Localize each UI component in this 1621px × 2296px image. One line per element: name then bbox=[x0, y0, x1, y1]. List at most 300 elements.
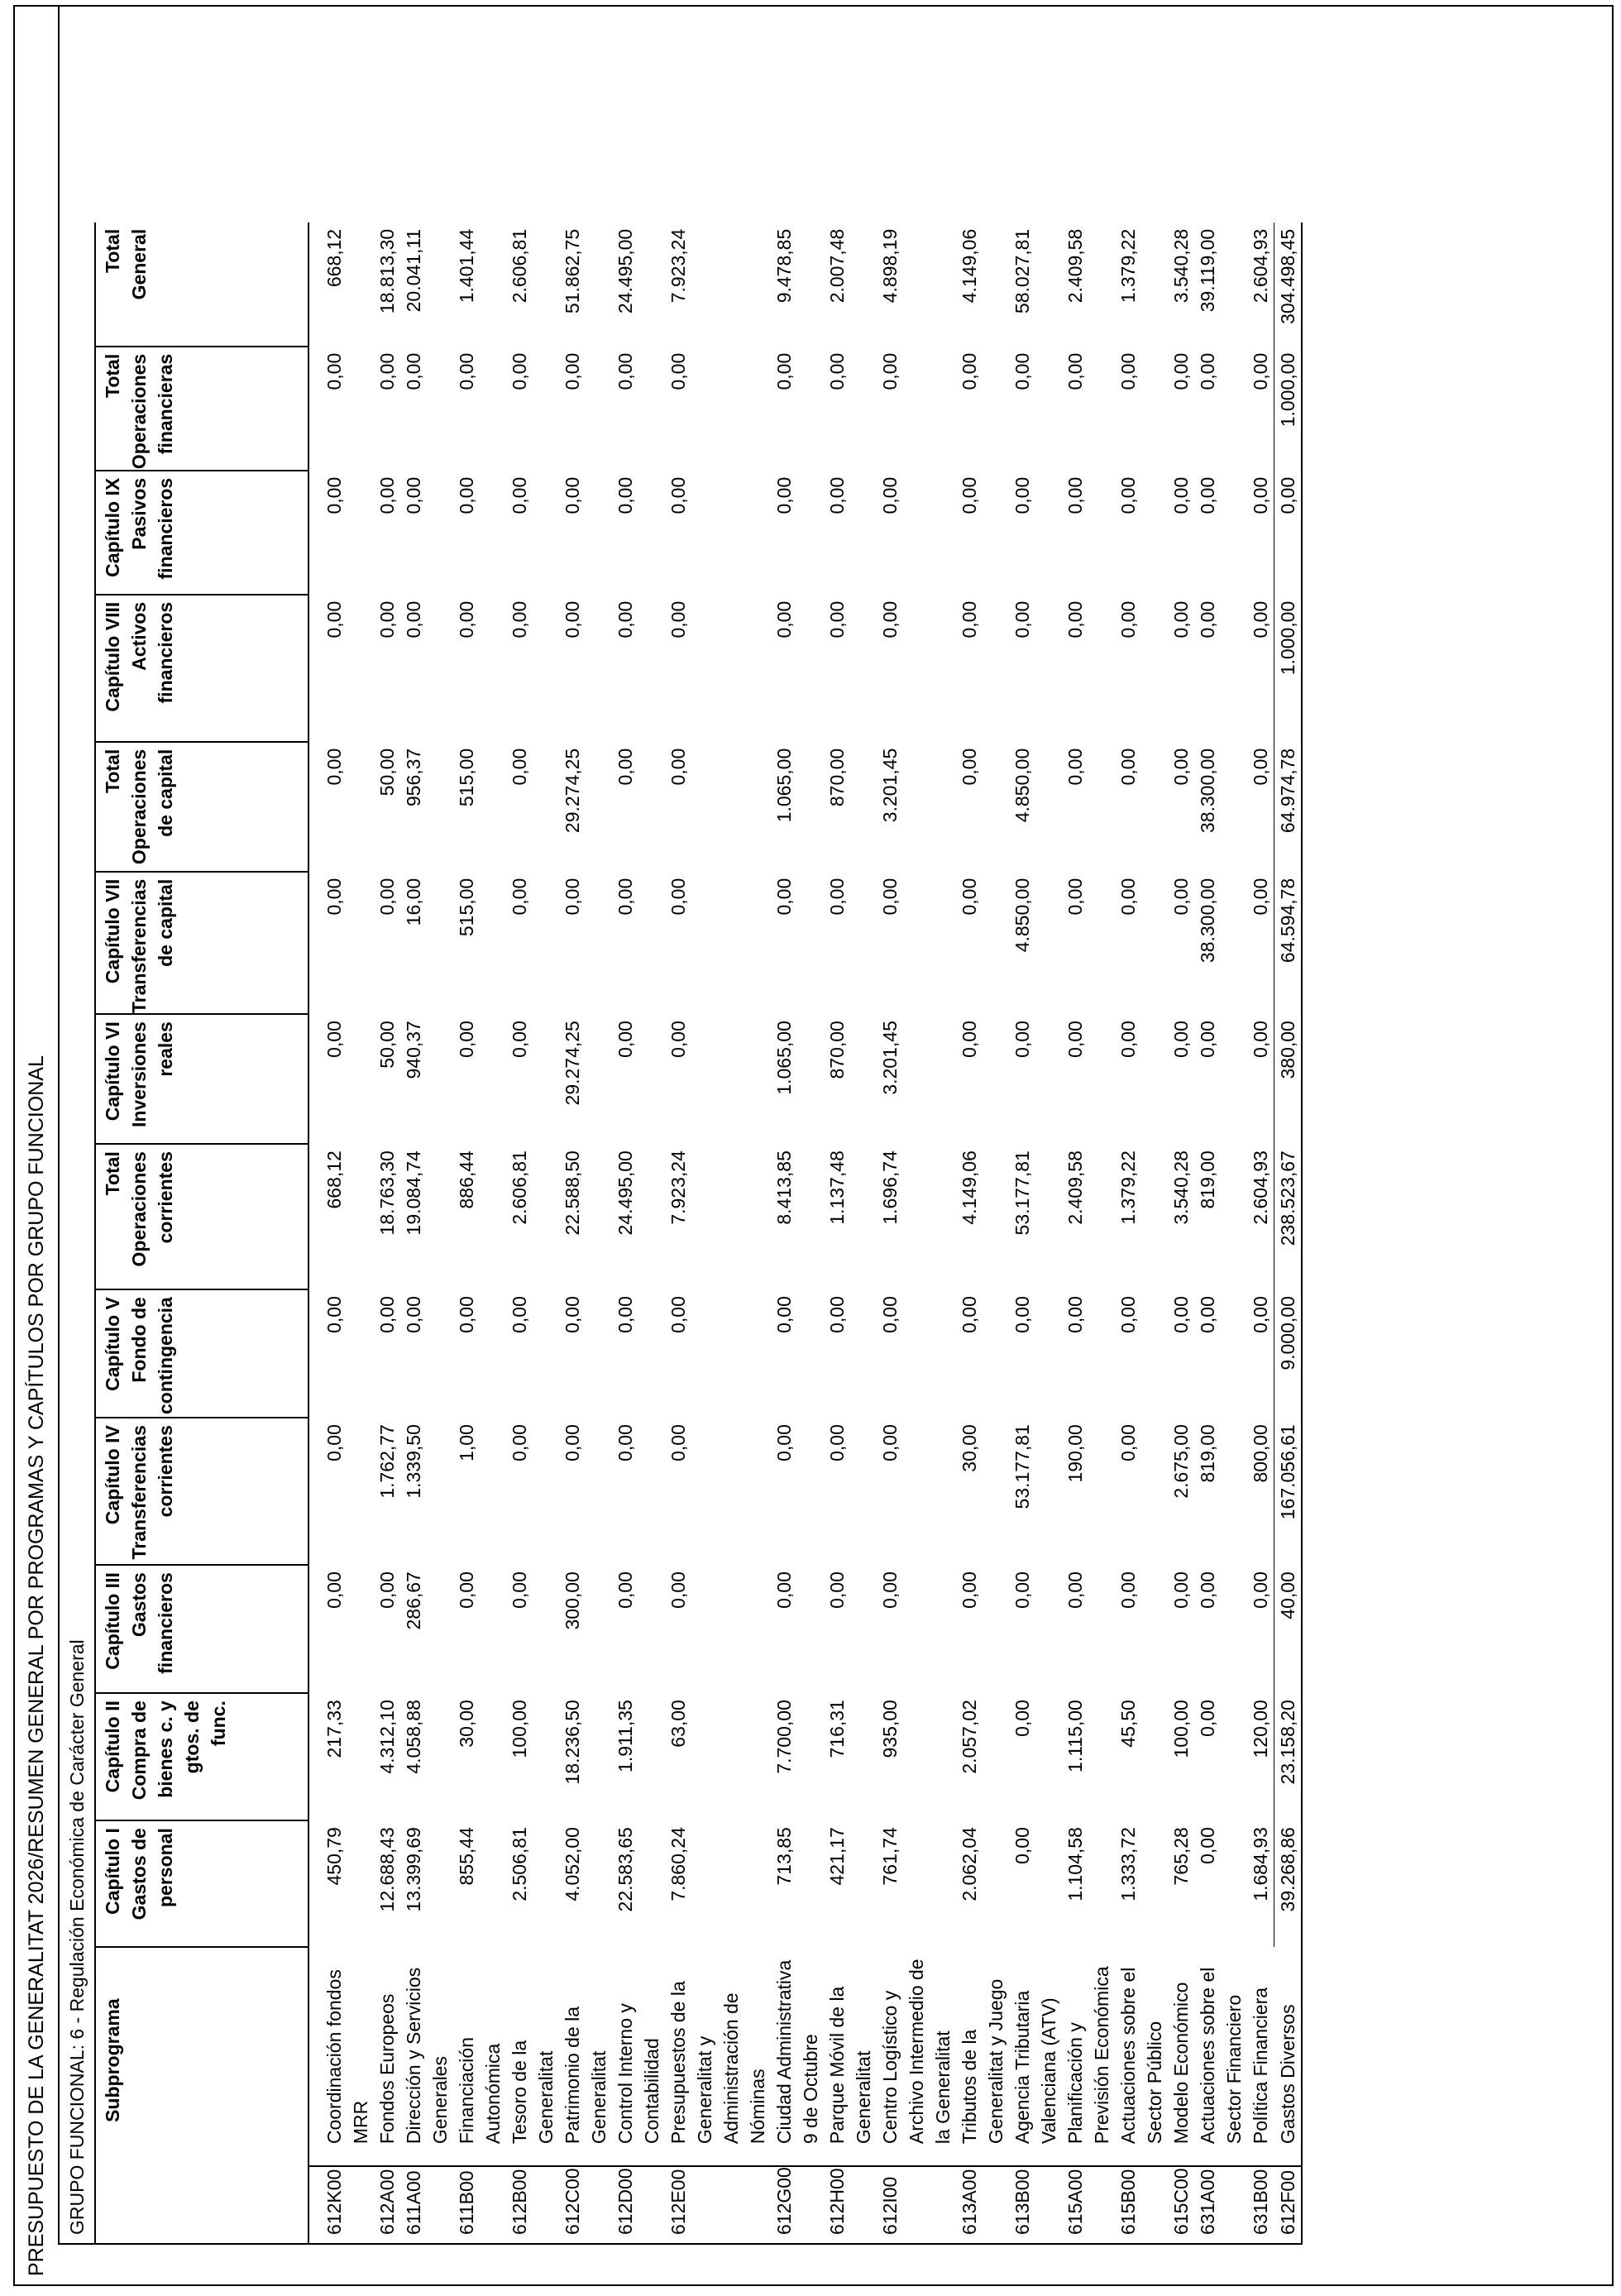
cell-subprograma: Financiación Autonómica bbox=[456, 2037, 504, 2145]
cell-c8: 1.000,00 bbox=[1274, 595, 1303, 742]
cell-tcorr: 18.763,30 bbox=[376, 1150, 398, 1236]
cell-c1: 765,28 bbox=[1170, 1827, 1192, 1886]
cell-subprograma: Tributos de la Generalitat y Juego bbox=[959, 1978, 1007, 2145]
cell-tcap: 1.065,00 bbox=[773, 748, 795, 823]
cell-tcap: 64.974,78 bbox=[1274, 742, 1303, 872]
cell-c6: 0,00 bbox=[1064, 1021, 1086, 1058]
cell-c8: 0,00 bbox=[1170, 600, 1192, 639]
cell-total: 4.149,06 bbox=[959, 228, 980, 304]
cell-c3: 0,00 bbox=[667, 1571, 689, 1609]
cell-c4: 190,00 bbox=[1064, 1424, 1086, 1483]
cell-c4: 53.177,81 bbox=[1011, 1424, 1033, 1509]
cell-c8: 0,00 bbox=[1064, 600, 1086, 639]
cell-subprograma: Dirección y Servicios Generales bbox=[403, 1967, 451, 2145]
cell-c9: 0,00 bbox=[667, 476, 689, 514]
cell-tcorr: 2.606,81 bbox=[509, 1150, 530, 1225]
cell-c9: 0,00 bbox=[773, 476, 795, 514]
cell-c8: 0,00 bbox=[1197, 600, 1218, 639]
cell-c7: 4.850,00 bbox=[1011, 878, 1033, 953]
cell-c5: 0,00 bbox=[456, 1296, 477, 1333]
cell-c8: 0,00 bbox=[562, 600, 583, 639]
cell-c8: 0,00 bbox=[509, 600, 530, 639]
cell-c5: 0,00 bbox=[403, 1296, 424, 1333]
cell-tcorr: 2.409,58 bbox=[1064, 1150, 1086, 1225]
cell-tfin: 0,00 bbox=[614, 352, 636, 390]
cell-c9: 0,00 bbox=[509, 476, 530, 514]
cell-c4: 0,00 bbox=[509, 1424, 530, 1461]
cell-tfin: 0,00 bbox=[1011, 352, 1033, 390]
cell-subprograma: Coordinación fondos MRR bbox=[308, 1947, 374, 2166]
cell-c2: 2.057,02 bbox=[959, 1700, 980, 1774]
cell-c9: 0,00 bbox=[614, 476, 636, 514]
cell-tcorr: 24.495,00 bbox=[614, 1150, 636, 1236]
cell-c3: 300,00 bbox=[562, 1571, 583, 1630]
cell-c5: 0,00 bbox=[1117, 1296, 1139, 1333]
table-row bbox=[1168, 222, 1194, 2244]
cell-c2: 1.911,35 bbox=[614, 1700, 636, 1772]
cell-c1: 421,17 bbox=[826, 1827, 848, 1886]
header-total-financieras: Total Operaciones financieras bbox=[95, 347, 308, 471]
cell-c2: 63,00 bbox=[667, 1700, 689, 1748]
cell-c7: 0,00 bbox=[1250, 878, 1271, 916]
cell-tfin: 0,00 bbox=[959, 352, 980, 390]
cell-c2: 18.236,50 bbox=[562, 1700, 583, 1785]
cell-c1: 2.506,81 bbox=[509, 1827, 530, 1901]
cell-c3: 0,00 bbox=[509, 1571, 530, 1609]
cell-tfin: 0,00 bbox=[1064, 352, 1086, 390]
cell-c7: 16,00 bbox=[403, 878, 424, 926]
header-cap6: Capítulo VI Inversiones reales bbox=[95, 1014, 308, 1144]
cell-total: 58.027,81 bbox=[1011, 228, 1033, 314]
cell-c1: 713,85 bbox=[773, 1827, 795, 1886]
table-row bbox=[1062, 222, 1115, 2244]
cell-total: 668,12 bbox=[308, 222, 374, 347]
cell-c5: 0,00 bbox=[1064, 1296, 1086, 1333]
cell-tcap: 38.300,00 bbox=[1197, 748, 1218, 834]
cell-c4: 0,00 bbox=[562, 1424, 583, 1461]
cell-c3: 0,00 bbox=[1011, 1571, 1033, 1609]
cell-c4: 167.056,61 bbox=[1274, 1418, 1303, 1565]
cell-c7: 0,00 bbox=[959, 878, 980, 916]
cell-c3: 0,00 bbox=[773, 1571, 795, 1609]
cell-c3: 0,00 bbox=[1117, 1571, 1139, 1609]
cell-code: 611A00 bbox=[400, 2166, 453, 2244]
cell-tcap: 0,00 bbox=[308, 742, 374, 872]
cell-tfin: 0,00 bbox=[509, 352, 530, 390]
cell-c8: 0,00 bbox=[826, 600, 848, 639]
table-row bbox=[612, 222, 665, 2244]
cell-c5: 0,00 bbox=[1011, 1296, 1033, 1333]
cell-tcorr: 3.540,28 bbox=[1170, 1150, 1192, 1225]
cell-total: 1.401,44 bbox=[456, 228, 477, 304]
cell-total: 3.540,28 bbox=[1170, 228, 1192, 304]
cell-total: 24.495,00 bbox=[614, 228, 636, 314]
cell-c6: 940,37 bbox=[403, 1021, 424, 1079]
table-row bbox=[400, 222, 453, 2244]
cell-subprograma: Presupuestos de la Generalitat y Administración de Nóminas bbox=[667, 1981, 768, 2145]
cell-c6: 0,00 bbox=[667, 1021, 689, 1058]
cell-c1: 1.684,93 bbox=[1250, 1827, 1271, 1901]
cell-c2: 120,00 bbox=[1250, 1700, 1271, 1758]
functional-group-label: GRUPO FUNCIONAL: 6 - Regulación Económica de Carácter General bbox=[58, 7, 94, 2245]
header-cap5: Capítulo V Fondo de contingencia bbox=[95, 1289, 308, 1418]
cell-c9: 0,00 bbox=[308, 471, 374, 595]
cell-subprograma: Patrimonio de la Generalitat bbox=[562, 2006, 610, 2145]
cell-c2: 0,00 bbox=[1197, 1700, 1218, 1737]
cell-c2: 23.158,20 bbox=[1274, 1693, 1303, 1820]
cell-tfin: 0,00 bbox=[308, 347, 374, 471]
table-row bbox=[1115, 222, 1168, 2244]
header-subprograma: Subprograma bbox=[95, 1947, 308, 2166]
cell-c2: 100,00 bbox=[1170, 1700, 1192, 1758]
cell-c6: 870,00 bbox=[826, 1021, 848, 1079]
header-total-general: Total General bbox=[95, 222, 308, 347]
cell-c9: 0,00 bbox=[1250, 476, 1271, 514]
cell-code: 612A00 bbox=[374, 2166, 400, 2244]
cell-c7: 0,00 bbox=[826, 878, 848, 916]
cell-c5: 0,00 bbox=[614, 1296, 636, 1333]
cell-c6: 0,00 bbox=[509, 1021, 530, 1058]
cell-c1: 761,74 bbox=[879, 1827, 901, 1886]
cell-subprograma: Actuaciones sobre el Sector Financiero bbox=[1197, 1967, 1245, 2145]
cell-code: 612E00 bbox=[665, 2166, 771, 2244]
cell-c9: 0,00 bbox=[1197, 476, 1218, 514]
cell-tcap: 0,00 bbox=[614, 748, 636, 786]
cell-c9: 0,00 bbox=[376, 476, 398, 514]
cell-c6: 29.274,25 bbox=[562, 1021, 583, 1106]
cell-c7: 0,00 bbox=[562, 878, 583, 916]
cell-tfin: 0,00 bbox=[1197, 352, 1218, 390]
cell-c6: 0,00 bbox=[959, 1021, 980, 1058]
cell-c7: 0,00 bbox=[1117, 878, 1139, 916]
cell-tcorr: 1.137,48 bbox=[826, 1150, 848, 1225]
cell-c3: 0,00 bbox=[879, 1571, 901, 1609]
header-cap8: Capítulo VIII Activos financieros bbox=[95, 595, 308, 742]
cell-subprograma: Gastos Diversos bbox=[1274, 1947, 1303, 2166]
cell-subprograma: Agencia Tributaria Valenciana (ATV) bbox=[1011, 1990, 1059, 2145]
cell-tcorr: 22.588,50 bbox=[562, 1150, 583, 1236]
header-cap9: Capítulo IX Pasivos financieros bbox=[95, 471, 308, 595]
cell-total: 20.041,11 bbox=[403, 228, 424, 313]
cell-code: 611B00 bbox=[453, 2166, 506, 2244]
cell-code: 615C00 bbox=[1168, 2166, 1194, 2244]
header-total-capital: Total Operaciones de capital bbox=[95, 742, 308, 872]
cell-total: 51.862,75 bbox=[562, 228, 583, 314]
cell-c8: 0,00 bbox=[1250, 600, 1271, 639]
cell-tcap: 515,00 bbox=[456, 748, 477, 807]
cell-c7: 38.300,00 bbox=[1197, 878, 1218, 964]
table-row bbox=[453, 222, 506, 2244]
cell-tcorr: 819,00 bbox=[1197, 1150, 1218, 1209]
cell-c5: 0,00 bbox=[562, 1296, 583, 1333]
cell-total: 2.409,58 bbox=[1064, 228, 1086, 304]
cell-c5: 0,00 bbox=[509, 1296, 530, 1333]
cell-total: 2.604,93 bbox=[1250, 228, 1271, 304]
cell-c2: 100,00 bbox=[509, 1700, 530, 1758]
cell-c1: 4.052,00 bbox=[562, 1827, 583, 1901]
cell-c4: 0,00 bbox=[773, 1424, 795, 1461]
cell-c7: 0,00 bbox=[879, 878, 901, 916]
cell-c2: 4.058,88 bbox=[403, 1700, 424, 1774]
cell-c2: 935,00 bbox=[879, 1700, 901, 1758]
cell-c2: 30,00 bbox=[456, 1700, 477, 1748]
cell-total: 2.007,48 bbox=[826, 228, 848, 304]
header-cap3: Capítulo III Gastos financieros bbox=[95, 1565, 308, 1693]
table-body bbox=[308, 222, 1302, 2244]
cell-code: 631B00 bbox=[1247, 2166, 1274, 2244]
cell-tfin: 0,00 bbox=[1250, 352, 1271, 390]
cell-tcorr: 668,12 bbox=[308, 1144, 374, 1289]
cell-c8: 0,00 bbox=[959, 600, 980, 639]
cell-code: 613B00 bbox=[1009, 2166, 1062, 2244]
cell-subprograma: Parque Móvil de la Generalitat bbox=[826, 1986, 874, 2145]
table-row bbox=[308, 222, 374, 2244]
cell-tcap: 3.201,45 bbox=[879, 748, 901, 823]
cell-c1: 0,00 bbox=[1011, 1827, 1033, 1864]
cell-c7: 0,00 bbox=[308, 872, 374, 1014]
table-row bbox=[956, 222, 1009, 2244]
cell-code: 612I00 bbox=[877, 2166, 956, 2244]
cell-c9: 0,00 bbox=[403, 476, 424, 514]
cell-code: 612D00 bbox=[612, 2166, 665, 2244]
cell-c6: 1.065,00 bbox=[773, 1021, 795, 1095]
cell-tfin: 0,00 bbox=[1117, 352, 1139, 390]
cell-c3: 0,00 bbox=[308, 1565, 374, 1693]
cell-c2: 7.700,00 bbox=[773, 1700, 795, 1774]
cell-c7: 0,00 bbox=[1170, 878, 1192, 916]
cell-c9: 0,00 bbox=[456, 476, 477, 514]
cell-c3: 0,00 bbox=[826, 1571, 848, 1609]
cell-total: 304.498,45 bbox=[1274, 222, 1303, 347]
cell-tcorr: 238.523,67 bbox=[1274, 1144, 1303, 1289]
cell-c7: 0,00 bbox=[1064, 878, 1086, 916]
cell-c3: 0,00 bbox=[1064, 1571, 1086, 1609]
cell-c8: 0,00 bbox=[403, 600, 424, 639]
cell-c7: 64.594,78 bbox=[1274, 872, 1303, 1014]
table-row bbox=[771, 222, 824, 2244]
cell-subprograma: Política Financiera bbox=[1250, 1987, 1271, 2145]
cell-c2: 4.312,10 bbox=[376, 1700, 398, 1774]
cell-c3: 0,00 bbox=[959, 1571, 980, 1609]
cell-c6: 0,00 bbox=[614, 1021, 636, 1058]
cell-tcorr: 886,44 bbox=[456, 1150, 477, 1209]
cell-c8: 0,00 bbox=[376, 600, 398, 639]
cell-code: 615B00 bbox=[1115, 2166, 1168, 2244]
cell-c4: 0,00 bbox=[614, 1424, 636, 1461]
cell-c4: 2.675,00 bbox=[1170, 1424, 1192, 1499]
cell-c5: 0,00 bbox=[1197, 1296, 1218, 1333]
cell-c3: 0,00 bbox=[614, 1571, 636, 1609]
cell-c1: 855,44 bbox=[456, 1827, 477, 1886]
cell-c9: 0,00 bbox=[1274, 471, 1303, 595]
cell-c8: 0,00 bbox=[773, 600, 795, 639]
cell-c1: 13.399,69 bbox=[403, 1827, 424, 1912]
cell-c7: 0,00 bbox=[667, 878, 689, 916]
cell-c1: 2.062,04 bbox=[959, 1827, 980, 1901]
cell-c3: 0,00 bbox=[1250, 1571, 1271, 1609]
cell-subprograma: Modelo Económico bbox=[1170, 1982, 1192, 2145]
cell-tcap: 0,00 bbox=[509, 748, 530, 786]
cell-subprograma: Fondos Europeos bbox=[376, 1993, 398, 2145]
cell-c3: 286,67 bbox=[403, 1571, 424, 1630]
cell-c3: 0,00 bbox=[1170, 1571, 1192, 1609]
cell-c2: 0,00 bbox=[1011, 1700, 1033, 1737]
cell-tcap: 29.274,25 bbox=[562, 748, 583, 834]
cell-c2: 217,33 bbox=[308, 1693, 374, 1820]
cell-c2: 45,50 bbox=[1117, 1700, 1139, 1748]
cell-c5: 0,00 bbox=[773, 1296, 795, 1333]
cell-c4: 0,00 bbox=[879, 1424, 901, 1461]
cell-total: 9.478,85 bbox=[773, 228, 795, 304]
cell-c7: 0,00 bbox=[614, 878, 636, 916]
cell-c8: 0,00 bbox=[308, 595, 374, 742]
cell-c6: 3.201,45 bbox=[879, 1021, 901, 1095]
cell-tfin: 0,00 bbox=[667, 352, 689, 390]
cell-tcorr: 8.413,85 bbox=[773, 1150, 795, 1225]
cell-total: 1.379,22 bbox=[1117, 228, 1139, 304]
cell-c4: 0,00 bbox=[1117, 1424, 1139, 1461]
cell-c3: 40,00 bbox=[1274, 1565, 1303, 1693]
cell-c6: 380,00 bbox=[1274, 1014, 1303, 1144]
cell-c2: 716,31 bbox=[826, 1700, 848, 1758]
cell-tfin: 0,00 bbox=[403, 352, 424, 390]
cell-c9: 0,00 bbox=[1011, 476, 1033, 514]
cell-c1: 0,00 bbox=[1197, 1827, 1218, 1864]
cell-code: 612B00 bbox=[506, 2166, 559, 2244]
cell-c5: 0,00 bbox=[308, 1289, 374, 1418]
cell-c5: 0,00 bbox=[667, 1296, 689, 1333]
header-cap1: Capítulo I Gastos de personal bbox=[95, 1820, 308, 1947]
header-row bbox=[95, 222, 308, 2244]
cell-c6: 0,00 bbox=[308, 1014, 374, 1144]
cell-tfin: 0,00 bbox=[456, 352, 477, 390]
cell-c7: 0,00 bbox=[509, 878, 530, 916]
cell-c7: 0,00 bbox=[376, 878, 398, 916]
cell-c8: 0,00 bbox=[667, 600, 689, 639]
cell-c5: 0,00 bbox=[879, 1296, 901, 1333]
table-row bbox=[559, 222, 612, 2244]
cell-total: 39.119,00 bbox=[1197, 228, 1218, 313]
cell-c9: 0,00 bbox=[562, 476, 583, 514]
cell-tcorr: 2.604,93 bbox=[1250, 1150, 1271, 1225]
cell-c2: 1.115,00 bbox=[1064, 1700, 1086, 1772]
cell-c1: 39.268,86 bbox=[1274, 1820, 1303, 1947]
cell-c8: 0,00 bbox=[1117, 600, 1139, 639]
cell-subprograma: Control Interno y Contabilidad bbox=[614, 2003, 662, 2145]
cell-tfin: 0,00 bbox=[376, 352, 398, 390]
cell-c5: 0,00 bbox=[1170, 1296, 1192, 1333]
cell-c6: 50,00 bbox=[376, 1021, 398, 1069]
cell-c6: 0,00 bbox=[1250, 1021, 1271, 1058]
table-row bbox=[877, 222, 956, 2244]
cell-subprograma: Actuaciones sobre el Sector Público bbox=[1117, 1967, 1165, 2145]
table-row bbox=[1274, 222, 1303, 2244]
cell-c3: 0,00 bbox=[1197, 1571, 1218, 1609]
header-cap2: Capítulo II Compra de bienes c. y gtos. de func. bbox=[95, 1693, 308, 1820]
cell-tcap: 0,00 bbox=[1117, 748, 1139, 786]
cell-c1: 1.333,72 bbox=[1117, 1827, 1139, 1901]
cell-c5: 0,00 bbox=[376, 1296, 398, 1333]
cell-c8: 0,00 bbox=[879, 600, 901, 639]
cell-tcorr: 1.696,74 bbox=[879, 1150, 901, 1225]
document-title: PRESUPUESTO DE LA GENERALITAT 2026/RESUMEN GENERAL POR PROGRAMAS Y CAPÍTULOS POR GRUPO FUNCIONAL bbox=[25, 1055, 48, 2276]
cell-c5: 9.000,00 bbox=[1274, 1289, 1303, 1418]
cell-c4: 0,00 bbox=[826, 1424, 848, 1461]
cell-tfin: 0,00 bbox=[1170, 352, 1192, 390]
cell-tcap: 0,00 bbox=[959, 748, 980, 786]
table-row bbox=[665, 222, 771, 2244]
cell-tfin: 1.000,00 bbox=[1274, 347, 1303, 471]
cell-total: 4.898,19 bbox=[879, 228, 901, 304]
cell-c1: 12.688,43 bbox=[376, 1827, 398, 1912]
table-row bbox=[1009, 222, 1062, 2244]
header-code bbox=[95, 2166, 308, 2244]
table-row bbox=[506, 222, 559, 2244]
cell-c5: 0,00 bbox=[959, 1296, 980, 1333]
cell-c1: 7.860,24 bbox=[667, 1827, 689, 1901]
cell-code: 612K00 bbox=[308, 2166, 374, 2244]
cell-c4: 819,00 bbox=[1197, 1424, 1218, 1483]
header-cap7: Capítulo VII Transferencias de capital bbox=[95, 872, 308, 1014]
table-row bbox=[824, 222, 877, 2244]
cell-c8: 0,00 bbox=[614, 600, 636, 639]
cell-subprograma: Ciudad Administrativa 9 de Octubre bbox=[773, 1959, 821, 2145]
cell-code: 612G00 bbox=[771, 2166, 824, 2244]
cell-c8: 0,00 bbox=[1011, 600, 1033, 639]
cell-subprograma: Tesoro de la Generalitat bbox=[509, 2040, 557, 2145]
cell-c6: 0,00 bbox=[1011, 1021, 1033, 1058]
cell-tcorr: 7.923,24 bbox=[667, 1150, 689, 1225]
cell-tfin: 0,00 bbox=[773, 352, 795, 390]
cell-code: 612H00 bbox=[824, 2166, 877, 2244]
cell-tfin: 0,00 bbox=[562, 352, 583, 390]
cell-c7: 515,00 bbox=[456, 878, 477, 937]
table-row bbox=[1194, 222, 1247, 2244]
cell-tcorr: 19.084,74 bbox=[403, 1150, 424, 1236]
header-cap4: Capítulo IV Transferencias corrientes bbox=[95, 1418, 308, 1565]
cell-c4: 1,00 bbox=[456, 1424, 477, 1461]
cell-c8: 0,00 bbox=[456, 600, 477, 639]
cell-total: 2.606,81 bbox=[509, 228, 530, 304]
cell-subprograma: Planificación y Previsión Económica bbox=[1064, 1966, 1112, 2145]
cell-tcorr: 53.177,81 bbox=[1011, 1150, 1033, 1236]
cell-code: 615A00 bbox=[1062, 2166, 1115, 2244]
budget-table bbox=[94, 222, 1303, 2245]
cell-tcap: 956,37 bbox=[403, 748, 424, 807]
cell-c3: 0,00 bbox=[456, 1571, 477, 1609]
cell-total: 7.923,24 bbox=[667, 228, 689, 304]
cell-subprograma: Centro Logístico y Archivo Intermedio de la Generalitat bbox=[879, 1959, 954, 2145]
cell-tcap: 50,00 bbox=[376, 748, 398, 796]
cell-c1: 1.104,58 bbox=[1064, 1827, 1086, 1901]
cell-c1: 22.583,65 bbox=[614, 1827, 636, 1912]
cell-c9: 0,00 bbox=[959, 476, 980, 514]
cell-c9: 0,00 bbox=[879, 476, 901, 514]
cell-c9: 0,00 bbox=[826, 476, 848, 514]
cell-c4: 1.339,50 bbox=[403, 1424, 424, 1499]
cell-tcorr: 4.149,06 bbox=[959, 1150, 980, 1225]
cell-tcap: 870,00 bbox=[826, 748, 848, 807]
cell-c7: 0,00 bbox=[773, 878, 795, 916]
cell-tcap: 0,00 bbox=[1064, 748, 1086, 786]
table-row bbox=[374, 222, 400, 2244]
cell-c3: 0,00 bbox=[376, 1571, 398, 1609]
cell-tfin: 0,00 bbox=[826, 352, 848, 390]
cell-code: 631A00 bbox=[1194, 2166, 1247, 2244]
cell-c5: 0,00 bbox=[1250, 1296, 1271, 1333]
cell-c9: 0,00 bbox=[1117, 476, 1139, 514]
cell-c6: 0,00 bbox=[1197, 1021, 1218, 1058]
